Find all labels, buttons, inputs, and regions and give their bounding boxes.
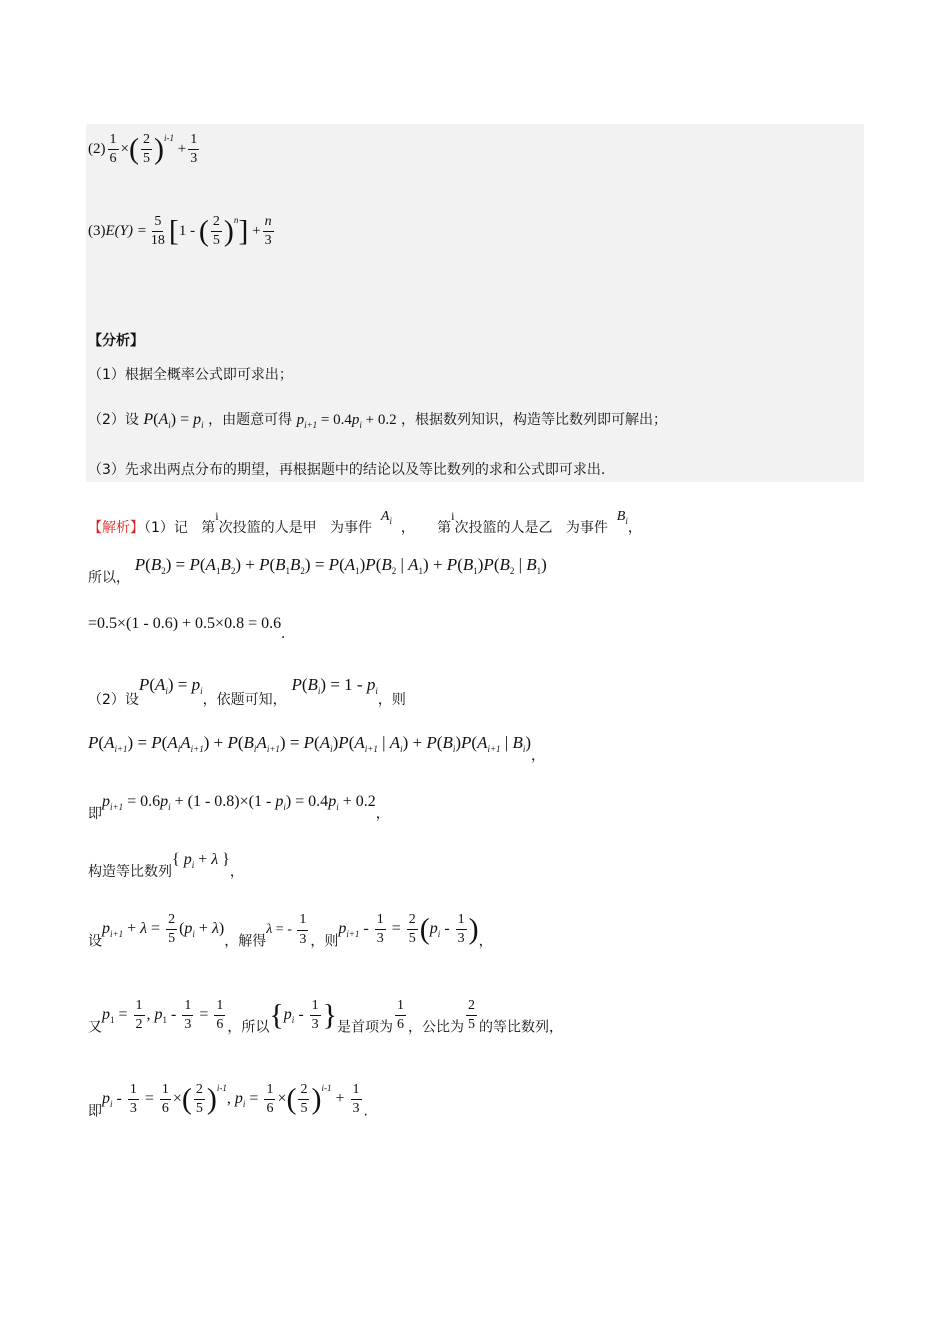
suoyi-label: ，所以 — [227, 1019, 270, 1036]
intro-i: i — [215, 509, 219, 523]
part3-label: (3) — [88, 223, 106, 240]
intro-h: 为事件 — [565, 520, 608, 536]
ji-label: 即 — [88, 1103, 102, 1120]
multiply-sign: × — [120, 141, 129, 158]
analysis-item-1: （1）根据全概率公式即可求出； — [88, 367, 293, 383]
part2-setup: （2）设$P(A_i) = p_i$，依题可知， $P(B_i) = 1 - p_i$，则 — [88, 675, 406, 708]
plus-sign: + — [177, 141, 187, 158]
item2-post: ，根据数列知识，构造等比数列即可解出； — [401, 412, 668, 428]
intro-a: （1）记 — [144, 520, 188, 536]
intro-f: 第 — [437, 520, 452, 536]
recursion-result: 即$p_{i+1} = 0.6p_i + (1 - 0.8)\times(1 - p_i) = 0.4p_i + 0.2$， — [88, 793, 390, 822]
plus-sign: + — [252, 223, 261, 240]
first-term-label: 是首项为 — [337, 1019, 394, 1036]
item2-mid: ，由题意可得 — [208, 412, 293, 428]
p2-pre: （2）设 — [88, 692, 139, 708]
recursion-line: $P(A_{i+1}) = P(A_iA_{i+1}) + P(B_iA_{i+1}) = P(A_i)P(A_{i+1}$ | $A_i) + P(B_i)P(A_{i+1}$ | $B_i)_,$ — [88, 733, 546, 764]
ratio-label: ，公比为 — [408, 1019, 465, 1036]
calc-line-1 — [88, 616, 285, 642]
intro-b: 第 — [201, 520, 216, 536]
initial-line: 又$p_1$ = $\frac{1}{2}$ , $p_1$ - $\frac{1}{3}$ = $\frac{1}{6}$ ，所以{$p_i$ - $\frac{1}{3}$ }是首项为 $\frac{1}{6}$ ，公比为 $\frac{2}{5}$ 的等比数列， — [88, 998, 564, 1036]
analysis-heading: 【分析】 — [88, 333, 144, 349]
p2-post: ，则 — [377, 692, 406, 708]
intro-end: ， — [627, 520, 642, 536]
then-label: ，则 — [310, 933, 339, 950]
part2-label: (2) — [88, 141, 106, 158]
answer-part-2: (2) $\frac{1}{6}$ ×( $\frac{2}{5}$ )$^{i-1}$ + $\frac{1}{3}$ — [88, 132, 198, 167]
calc1-end: . — [281, 625, 286, 642]
intro-c: 次投篮的人是甲 — [218, 520, 317, 536]
solve-label: ，解得 — [224, 933, 267, 950]
tail-comma: ， — [375, 806, 390, 822]
ji-label: 即 — [88, 806, 102, 822]
final-line: 即$p_i$ - $\frac{1}{3}$ = $\frac{1}{6}$ ×( $\frac{2}{5}$ )$^{i-1}$, $p_i$ = $\frac{1}{6}$ ×( $\frac{2}{5}$ )$^{i-1}$ + $\frac{1}{3}$ . — [88, 1082, 368, 1120]
expectation-lhs: E(Y) = — [105, 223, 147, 240]
solution-intro: 【解析】（1）记 第i次投篮的人是甲 为事件 $A_i$ ， 第i次投篮的人是乙 为事件 $B_i$， — [88, 509, 642, 536]
solution-tag: 【解析】 — [88, 520, 144, 536]
intro-g: 次投篮的人是乙 — [454, 520, 553, 536]
she-label: 设 — [88, 933, 102, 950]
lambda-line: 设$p_{i+1} + \lambda$ = $\frac{2}{5}$ $(p_i + \lambda)$，解得λ = - $\frac{1}{3}$ ，则$p_{i+1}$ - $\frac{1}{3}$ = $\frac{2}{5}$ ($p_i$ - $\frac{1}{3}$ )， — [88, 912, 493, 950]
item2-pre: （2）设 — [88, 412, 139, 428]
you-label: 又 — [88, 1019, 102, 1036]
tail-comma: ， — [478, 933, 493, 950]
geo-label: 的等比数列， — [479, 1019, 564, 1036]
analysis-item-3: （3）先求出两点分布的期望，再根据题中的结论以及等比数列的求和公式即可求出. — [88, 462, 606, 478]
construct-line: 构造等比数列{ $p_i + \lambda$ }， — [88, 851, 244, 880]
p2-mid: ，依题可知， — [202, 692, 287, 708]
analysis-item-2: （2）设 $P(A_i) = p_i$ ，由题意可得 $p_{i+1} = 0.4p_i + 0.2$ ，根据数列知识，构造等比数列即可解出； — [88, 411, 668, 430]
total-prob-line: 所以， $P(B_2) = P(A_1B_2) + P(B_1B_2) = P(A_1)P(B_2$ | $A_1) + P(B_1)P(B_2$ | $B_1$) — [88, 555, 547, 586]
calc1-text: =0.5×(1 - 0.6) + 0.5×0.8 = 0.6 — [88, 615, 282, 632]
answer-part-3: (3)E(Y) = $\frac{5}{18}$ [1 - ( $\frac{2}{5}$ )$^n$] + $\frac{n}{3}$ — [88, 214, 272, 249]
tail-comma: ， — [531, 748, 546, 764]
construct-label: 构造等比数列 — [88, 864, 172, 880]
intro-e: ， — [400, 520, 415, 536]
so-label: 所以， — [88, 570, 130, 586]
period: . — [363, 1103, 368, 1120]
intro-d: 为事件 — [329, 520, 372, 536]
tail-comma: ， — [229, 864, 244, 880]
